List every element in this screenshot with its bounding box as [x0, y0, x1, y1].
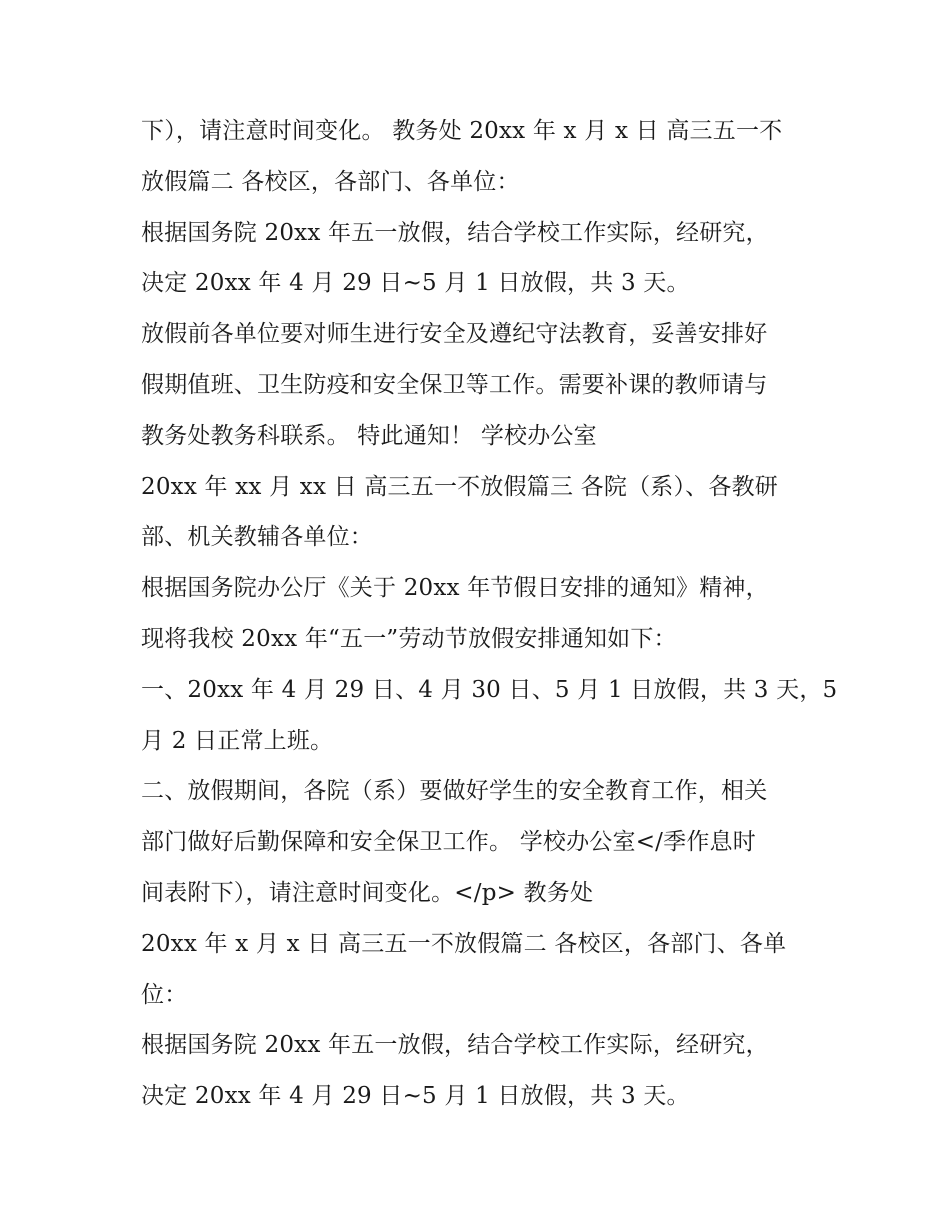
text-line: 根据国务院 20xx 年五一放假，结合学校工作实际，经研究，	[141, 219, 769, 246]
text-line: 二、放假期间，各院（系）要做好学生的安全教育工作，相关	[141, 778, 768, 805]
text-line: 教务处教务科联系。 特此通知！ 学校办公室	[141, 422, 597, 449]
text-line: 假期值班、卫生防疫和安全保卫等工作。需要补课的教师请与	[141, 371, 768, 398]
text-line: 决定 20xx 年 4 月 29 日~5 月 1 日放假，共 3 天。	[141, 270, 690, 297]
text-line: 放假篇二 各校区，各部门、各单位：	[141, 168, 520, 195]
text-line: 位：	[141, 981, 188, 1008]
document-body	[141, 106, 841, 1122]
text-line: 部、机关教辅各单位：	[141, 524, 373, 551]
text-line: 根据国务院办公厅《关于 20xx 年节假日安排的通知》精神，	[141, 575, 769, 602]
text-line: 20xx 年 xx 月 xx 日 高三五一不放假篇三 各院（系）、各教研	[141, 473, 778, 500]
text-line: 下），请注意时间变化。 教务处 20xx 年 x 月 x 日 高三五一不	[141, 118, 783, 144]
text-line: 现将我校 20xx 年“五一”劳动节放假安排通知如下：	[141, 625, 677, 652]
text-line: 20xx 年 x 月 x 日 高三五一不放假篇二 各校区，各部门、各单	[141, 930, 787, 957]
text-line: 部门做好后勤保障和安全保卫工作。 学校办公室</季作息时	[141, 829, 756, 856]
text-line: 根据国务院 20xx 年五一放假，结合学校工作实际，经研究，	[141, 1032, 769, 1059]
text-line: 放假前各单位要对师生进行安全及遵纪守法教育，妥善安排好	[141, 321, 768, 348]
text-line: 月 2 日正常上班。	[141, 727, 334, 754]
text-line: 间表附下），请注意时间变化。</p> 教务处	[141, 879, 594, 906]
text-line: 决定 20xx 年 4 月 29 日~5 月 1 日放假，共 3 天。	[141, 1083, 690, 1110]
text-line: 一、20xx 年 4 月 29 日、4 月 30 日、5 月 1 日放假，共 3 天，5	[141, 676, 838, 703]
